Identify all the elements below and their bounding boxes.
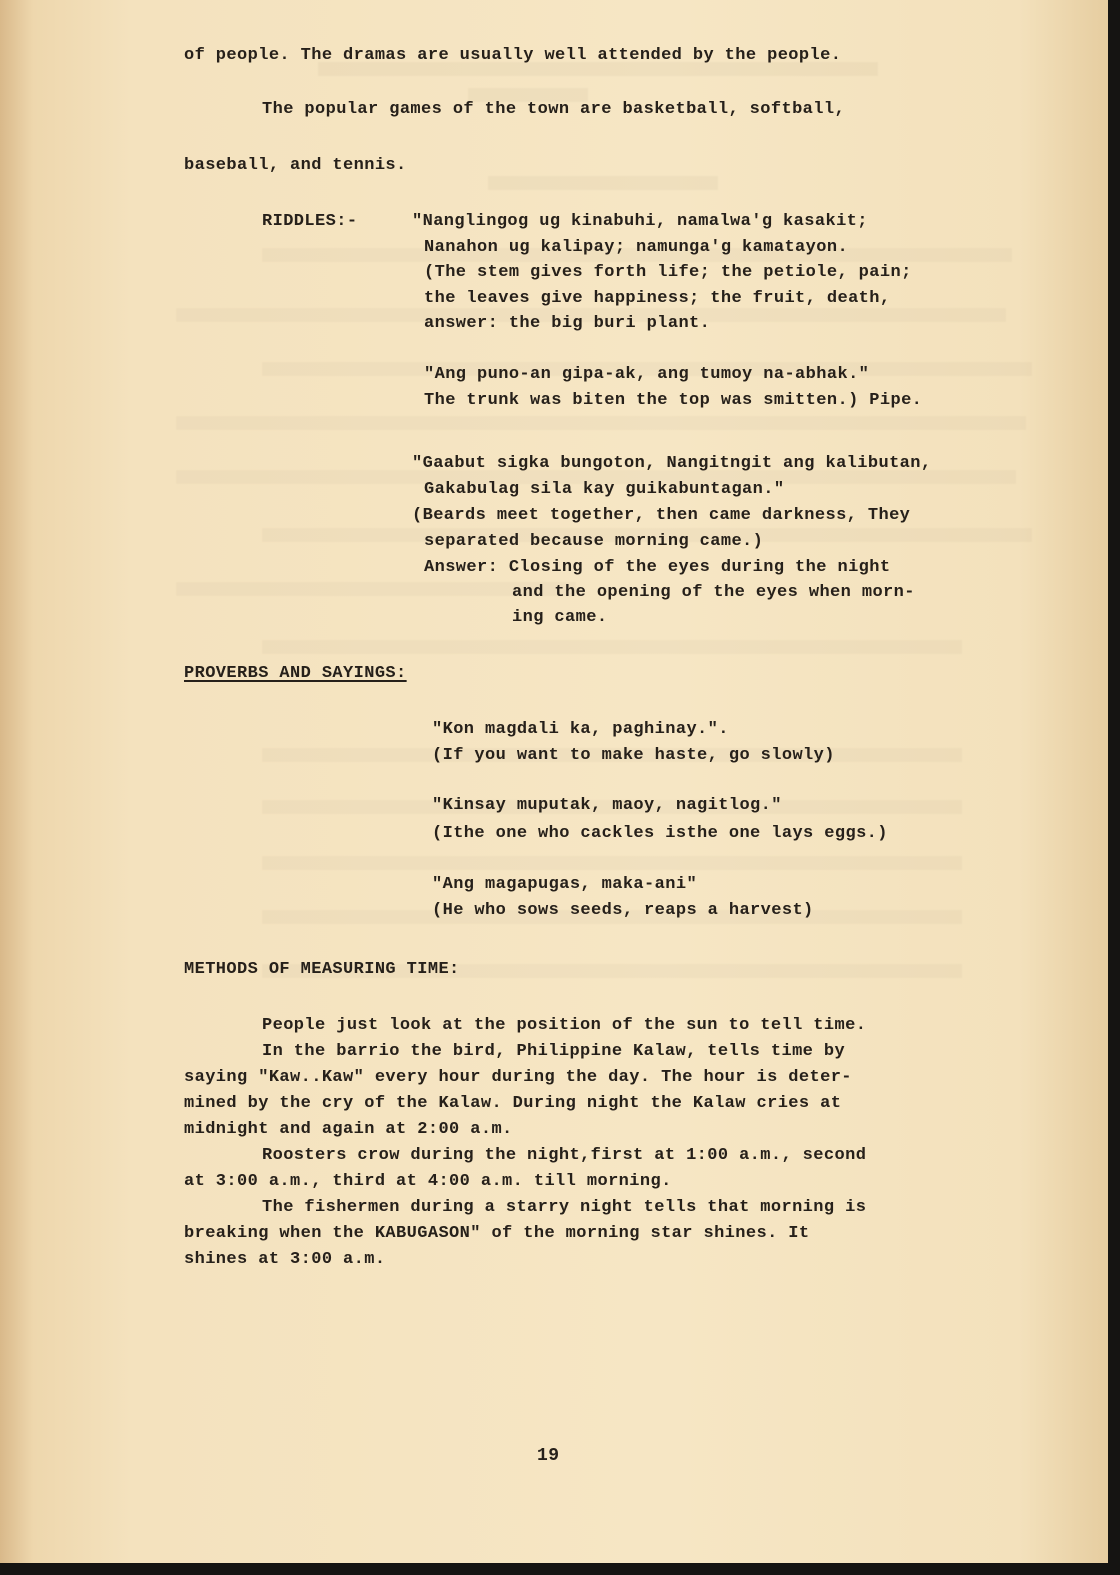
riddles-label: RIDDLES:- <box>262 212 358 231</box>
riddle-2-line-2: The trunk was biten the top was smitten.) Pipe. <box>424 391 923 410</box>
riddle-3-line-2: Gakabulag sila kay guikabuntagan." <box>424 480 785 499</box>
time-line-8: The fishermen during a starry night tells that morning is <box>262 1198 867 1217</box>
riddle-3-line-4: separated because morning came.) <box>424 532 764 551</box>
page-number: 19 <box>537 1446 560 1466</box>
time-line-10: shines at 3:00 a.m. <box>184 1250 386 1269</box>
riddle-1-line-4: the leaves give happiness; the fruit, death, <box>424 289 891 308</box>
proverb-2-line-2: (Ithe one who cackles isthe one lays eggs.) <box>432 824 888 843</box>
riddle-3-line-1: "Gaabut sigka bungoton, Nangitngit ang kalibutan, <box>412 454 932 473</box>
time-line-3: saying "Kaw..Kaw" every hour during the day. The hour is deter- <box>184 1068 852 1087</box>
riddle-3-line-3: (Beards meet together, then came darkness, They <box>412 506 911 525</box>
riddle-1-line-2: Nanahon ug kalipay; namunga'g kamatayon. <box>424 238 849 257</box>
intro-line-1: of people. The dramas are usually well attended by the people. <box>184 46 842 65</box>
time-line-1: People just look at the position of the sun to tell time. <box>262 1016 867 1035</box>
intro-line-2: The popular games of the town are basketball, softball, <box>262 100 846 119</box>
proverb-2-line-1: "Kinsay muputak, maoy, nagitlog." <box>432 796 782 815</box>
time-line-7: at 3:00 a.m., third at 4:00 a.m. till morning. <box>184 1172 672 1191</box>
time-line-5: midnight and again at 2:00 a.m. <box>184 1120 513 1139</box>
riddle-3-answer-line-1: Answer: Closing of the eyes during the night <box>424 558 891 577</box>
proverb-1-line-2: (If you want to make haste, go slowly) <box>432 746 835 765</box>
proverb-1-line-1: "Kon magdali ka, paghinay.". <box>432 720 729 739</box>
intro-line-3: baseball, and tennis. <box>184 156 407 175</box>
proverb-3-line-1: "Ang magapugas, maka-ani" <box>432 875 698 894</box>
time-line-4: mined by the cry of the Kalaw. During night the Kalaw cries at <box>184 1094 842 1113</box>
time-line-6: Roosters crow during the night,first at 1:00 a.m., second <box>262 1146 867 1165</box>
time-line-9: breaking when the KABUGASON" of the morning star shines. It <box>184 1224 810 1243</box>
riddle-1-line-1: "Nanglingog ug kinabuhi, namalwa'g kasakit; <box>412 212 868 231</box>
time-line-2: In the barrio the bird, Philippine Kalaw, tells time by <box>262 1042 846 1061</box>
proverb-3-line-2: (He who sows seeds, reaps a harvest) <box>432 901 814 920</box>
riddle-1-line-3: (The stem gives forth life; the petiole, pain; <box>424 263 912 282</box>
riddle-3-answer-line-2: and the opening of the eyes when morn- <box>512 583 915 602</box>
riddle-3-answer-line-3: ing came. <box>512 608 608 627</box>
time-heading: METHODS OF MEASURING TIME: <box>184 960 460 979</box>
riddle-2-line-1: "Ang puno-an gipa-ak, ang tumoy na-abhak." <box>424 365 870 384</box>
proverbs-heading: PROVERBS AND SAYINGS: <box>184 664 407 683</box>
riddle-1-line-5: answer: the big buri plant. <box>424 314 711 333</box>
